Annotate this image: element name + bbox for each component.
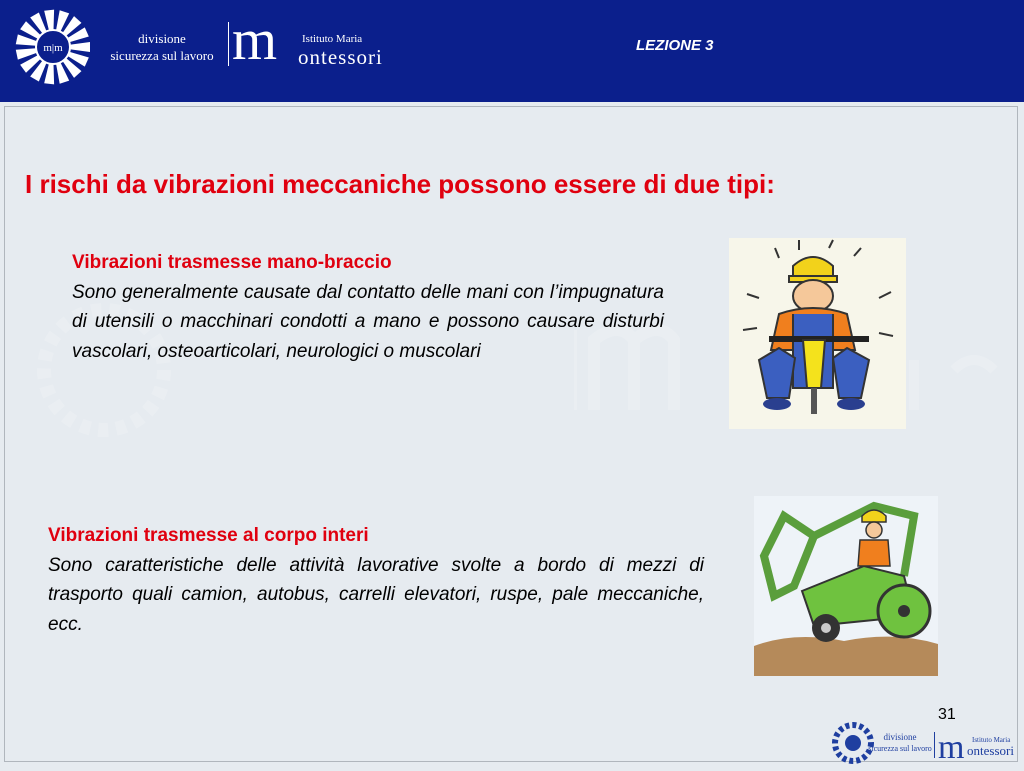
slide-title: I rischi da vibrazioni meccaniche possono essere di due tipi: xyxy=(25,169,775,199)
sun-logo-icon xyxy=(10,4,96,90)
footer-logo-line2: sicurezza sul lavoro xyxy=(868,744,932,753)
logo-caption xyxy=(100,30,224,64)
section-heading: Vibrazioni trasmesse mano-braccio xyxy=(72,252,392,273)
section-hand-arm xyxy=(72,248,664,366)
logo-divider xyxy=(228,22,229,66)
header-bar xyxy=(0,0,1024,102)
section-description: Sono generalmente causate dal contatto delle mani con l’impugnatura di utensili o macchinari condotti a mano e possono causare disturbi vascolari, osteoarticolari, neurologici o muscolari xyxy=(72,281,664,362)
section-heading: Vibrazioni trasmesse al corpo interi xyxy=(48,525,369,546)
brand-m-letter: m xyxy=(232,7,278,72)
page-number: 31 xyxy=(938,706,956,723)
logo-circle-text: m|m xyxy=(43,42,63,54)
footer-brand-ontessori: ontessori xyxy=(967,743,1014,758)
brand-istituto: Istituto Maria xyxy=(302,33,363,45)
logo-line1: divisione xyxy=(138,31,186,46)
section-whole-body xyxy=(48,521,704,639)
excavator-driver-icon xyxy=(754,496,938,676)
footer-sun-logo-icon xyxy=(830,720,1020,766)
footer-logo-line1: divisione xyxy=(883,732,917,742)
logo-line2: sicurezza sul lavoro xyxy=(110,48,214,63)
lesson-label: LEZIONE 3 xyxy=(636,37,714,54)
footer-brand-m: m xyxy=(938,729,965,766)
excavator-driver-image xyxy=(754,496,938,676)
brand-ontessori: ontessori xyxy=(298,45,383,69)
jackhammer-worker-icon xyxy=(729,238,906,429)
section-description: Sono caratteristiche delle attività lavorative svolte a bordo di mezzi di trasporto quali camion, autobus, carrelli elevatori, ruspe, pale meccaniche, ecc. xyxy=(48,554,704,635)
footer-logo xyxy=(830,720,1020,766)
jackhammer-worker-image xyxy=(729,238,906,429)
footer-brand-istituto: Istituto Maria xyxy=(972,736,1011,744)
